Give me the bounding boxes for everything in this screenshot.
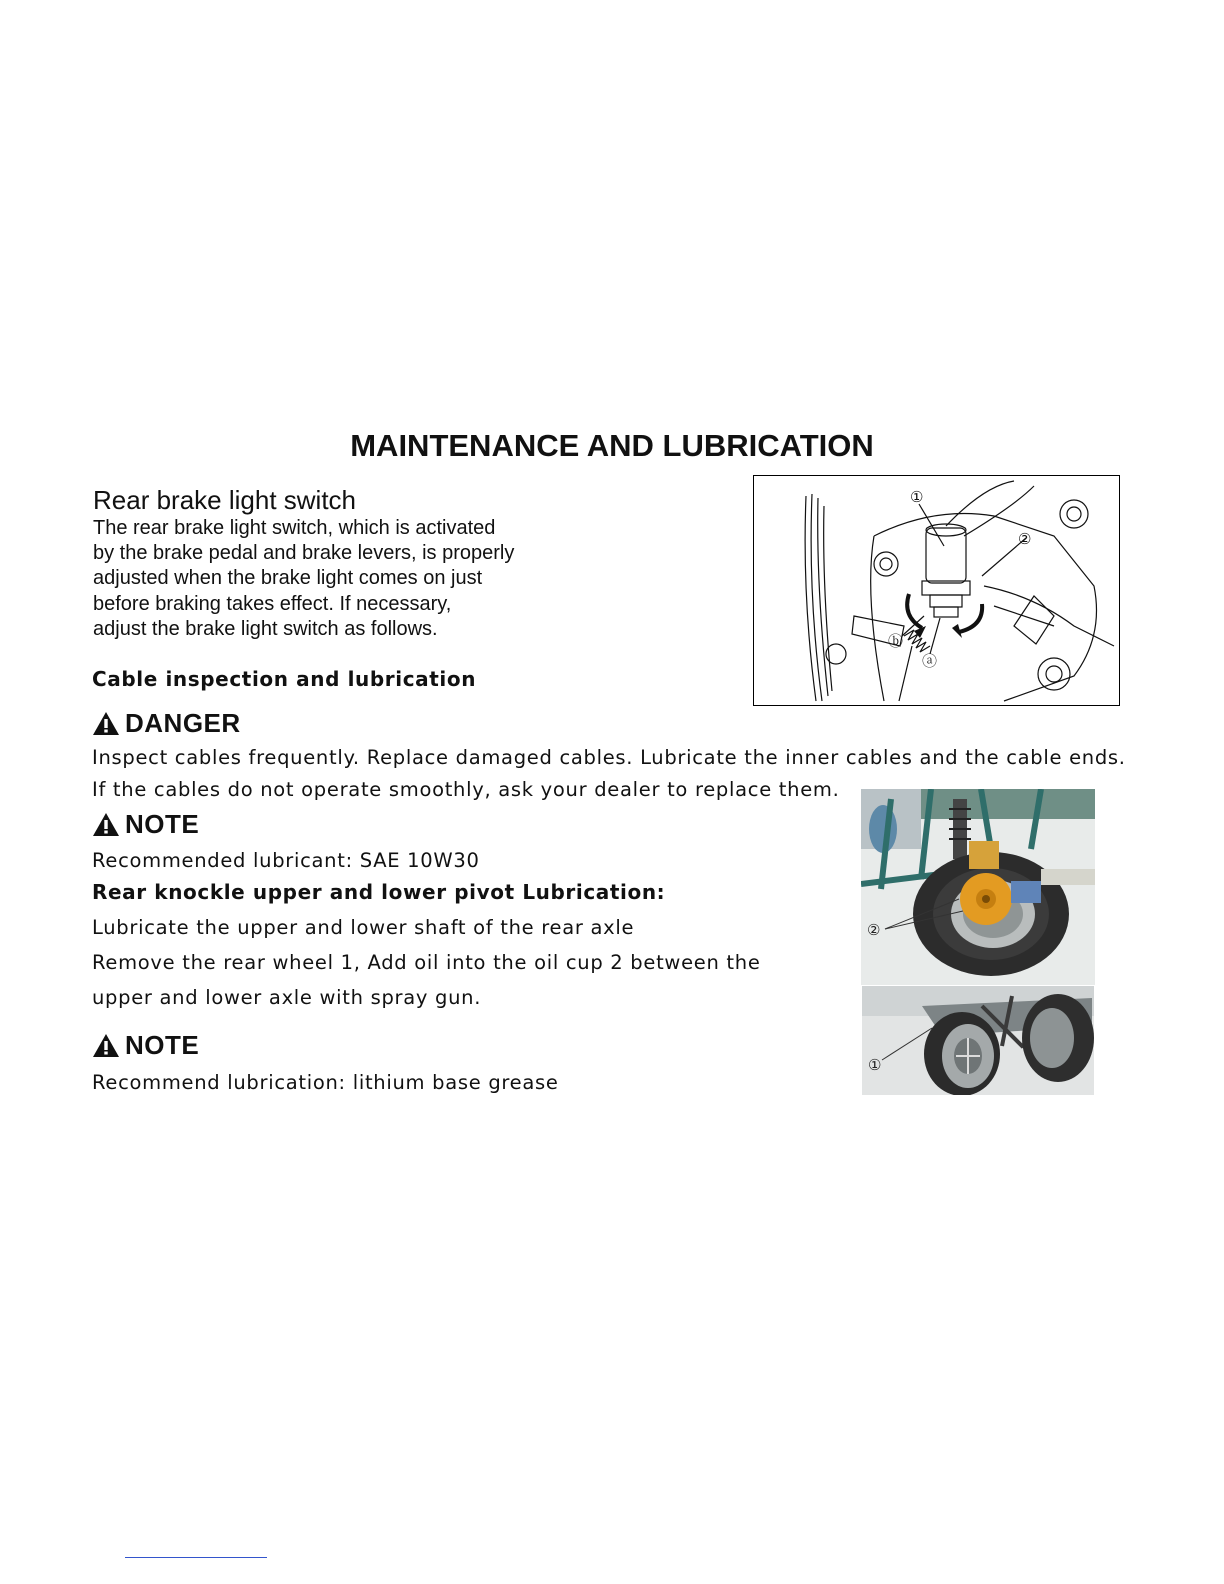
danger-label (92, 708, 241, 739)
callout-1: ① (910, 488, 924, 506)
note-label-text: NOTE (125, 1030, 200, 1060)
note-label (92, 1030, 199, 1061)
warning-triangle-icon (92, 1033, 120, 1058)
callout-a: ⓐ (922, 652, 938, 670)
paragraph-line: The rear brake light switch, which is activated (93, 517, 496, 539)
section-heading-brake-switch: Rear brake light switch (93, 485, 356, 515)
callout-b: ⓑ (888, 632, 904, 650)
paragraph-line: before braking takes effect. If necessary, (93, 592, 452, 615)
rear-axle-image (861, 789, 1095, 985)
note-label-text: NOTE (125, 809, 200, 839)
note-text: Recommended lubricant: SAE 10W30 (92, 849, 480, 872)
knuckle-line: Lubricate the upper and lower shaft of the rear axle (92, 916, 635, 939)
page-title: MAINTENANCE AND LUBRICATION (350, 428, 874, 463)
note-label (92, 809, 199, 840)
danger-line: If the cables do not operate smoothly, ask your dealer to replace them. (92, 778, 840, 801)
footer-rule (125, 1557, 267, 1558)
danger-label-text: DANGER (125, 708, 241, 738)
section-heading-knuckle: Rear knockle upper and lower pivot Lubrication: (92, 880, 666, 904)
callout-2: ② (867, 921, 881, 939)
callout-1: ① (868, 1056, 882, 1074)
rear-wheel-image (862, 986, 1094, 1095)
warning-triangle-icon (92, 711, 120, 736)
knuckle-line: Remove the rear wheel 1, Add oil into the oil cup 2 between the (92, 951, 761, 974)
rear-wheel-render (862, 986, 1094, 1095)
paragraph-line: adjusted when the brake light comes on just (93, 567, 483, 590)
callout-2: ② (1018, 530, 1032, 548)
rear-axle-render (861, 789, 1095, 985)
note-text: Recommend lubrication: lithium base grease (92, 1071, 559, 1094)
paragraph-line: by the brake pedal and brake levers, is properly (93, 542, 515, 565)
danger-line: Inspect cables frequently. Replace damaged cables. Lubricate the inner cables and the cable ends. (92, 746, 1126, 769)
section-heading-cable: Cable inspection and lubrication (92, 667, 477, 691)
warning-triangle-icon (92, 812, 120, 837)
paragraph-line: adjust the brake light switch as follows. (93, 617, 438, 640)
knuckle-line: upper and lower axle with spray gun. (92, 986, 482, 1009)
brake-switch-diagram (753, 475, 1120, 706)
brake-switch-drawing (754, 476, 1118, 704)
brake-switch-paragraph (93, 516, 613, 642)
